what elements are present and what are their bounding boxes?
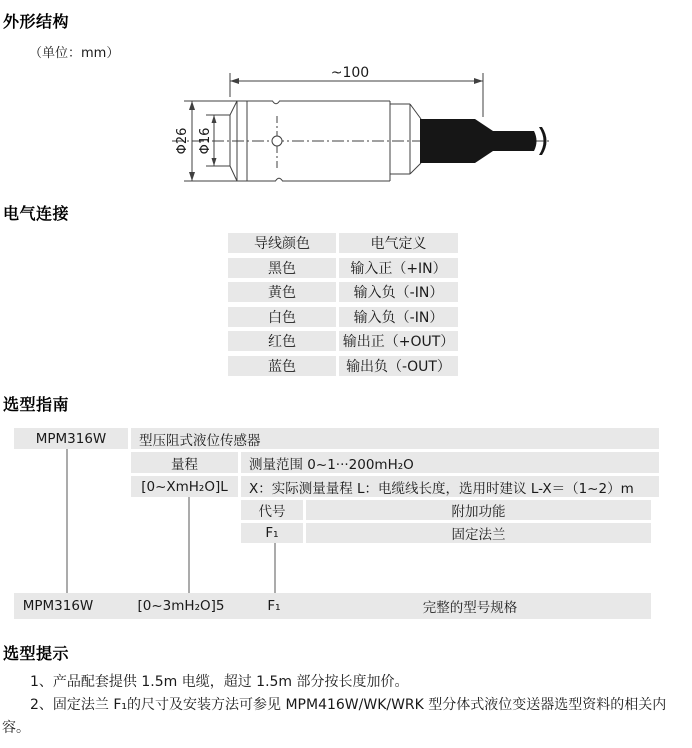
- range-code-cell: [0~XmH₂O]L: [131, 476, 238, 497]
- wire-definition: 输入负（-IN）: [339, 307, 458, 327]
- example-addon: F₁: [267, 598, 281, 614]
- wiring-table: [228, 233, 460, 380]
- example-model-row: [14, 593, 651, 619]
- wiring-header-color: 导线颜色: [228, 233, 336, 253]
- addon-desc-cell: 固定法兰: [306, 523, 651, 543]
- sensor-outline-drawing: [160, 56, 590, 196]
- vent-hole: [272, 136, 282, 146]
- table-row: [228, 258, 460, 278]
- range-label-cell: 量程: [131, 452, 238, 473]
- example-range: [0~3mH₂O]5: [137, 598, 225, 614]
- connector-line-addon: [274, 543, 276, 593]
- dim-inner-dia-label: Φ16: [198, 127, 213, 155]
- wiring-table-header-row: [228, 233, 460, 253]
- connector-line-model: [66, 449, 68, 593]
- wire-color: 黄色: [228, 282, 336, 302]
- tips-item-1: 1、产品配套提供 1.5m 电缆，超过 1.5m 部分按长度加价。: [30, 674, 409, 690]
- model-desc-cell: 型压阻式液位传感器: [131, 428, 659, 449]
- wire-definition: 输出正（+OUT）: [339, 331, 458, 351]
- example-model: MPM316W: [22, 598, 94, 614]
- cable: [420, 119, 537, 163]
- section-title-tips: 选型提示: [3, 644, 70, 663]
- section-title-electrical: 电气连接: [3, 204, 70, 223]
- wire-color: 白色: [228, 307, 336, 327]
- connector-line-range: [188, 497, 190, 593]
- table-row: [228, 331, 460, 351]
- wire-definition: 输出负（-OUT）: [339, 356, 458, 376]
- wire-definition: 输入正（+IN）: [339, 258, 458, 278]
- range-code-desc-cell: X：实际测量量程 L：电缆线长度，选用时建议 L-X＝（1~2）m: [241, 476, 659, 497]
- addon-code-cell: F₁: [241, 523, 303, 543]
- range-desc-cell: 测量范围 0~1···200mH₂O: [241, 452, 659, 473]
- dim-length-label: ~100: [330, 65, 370, 81]
- section-title-outline: 外形结构: [3, 12, 70, 31]
- wiring-header-definition: 电气定义: [339, 233, 458, 253]
- tips-item-2: 2、固定法兰 F₁的尺寸及安装方法可参见 MPM416W/WK/WRK 型分体式液位变送器选型资料的相关内容。: [2, 697, 667, 736]
- table-row: [228, 282, 460, 302]
- wire-color: 红色: [228, 331, 336, 351]
- table-row: [228, 307, 460, 327]
- tips-list: [2, 671, 691, 740]
- example-desc: 完整的型号规格: [422, 600, 518, 616]
- section-title-selection: 选型指南: [3, 395, 70, 414]
- model-code-cell: MPM316W: [14, 428, 128, 449]
- addon-header-label-cell: 代号: [241, 500, 303, 520]
- wire-color: 蓝色: [228, 356, 336, 376]
- dim-outer-dia-label: Φ26: [175, 127, 190, 155]
- wire-color: 黑色: [228, 258, 336, 278]
- unit-note: （单位：mm）: [29, 46, 120, 61]
- addon-header-desc-cell: 附加功能: [306, 500, 651, 520]
- table-row: [228, 356, 460, 376]
- wire-definition: 输入负（-IN）: [339, 282, 458, 302]
